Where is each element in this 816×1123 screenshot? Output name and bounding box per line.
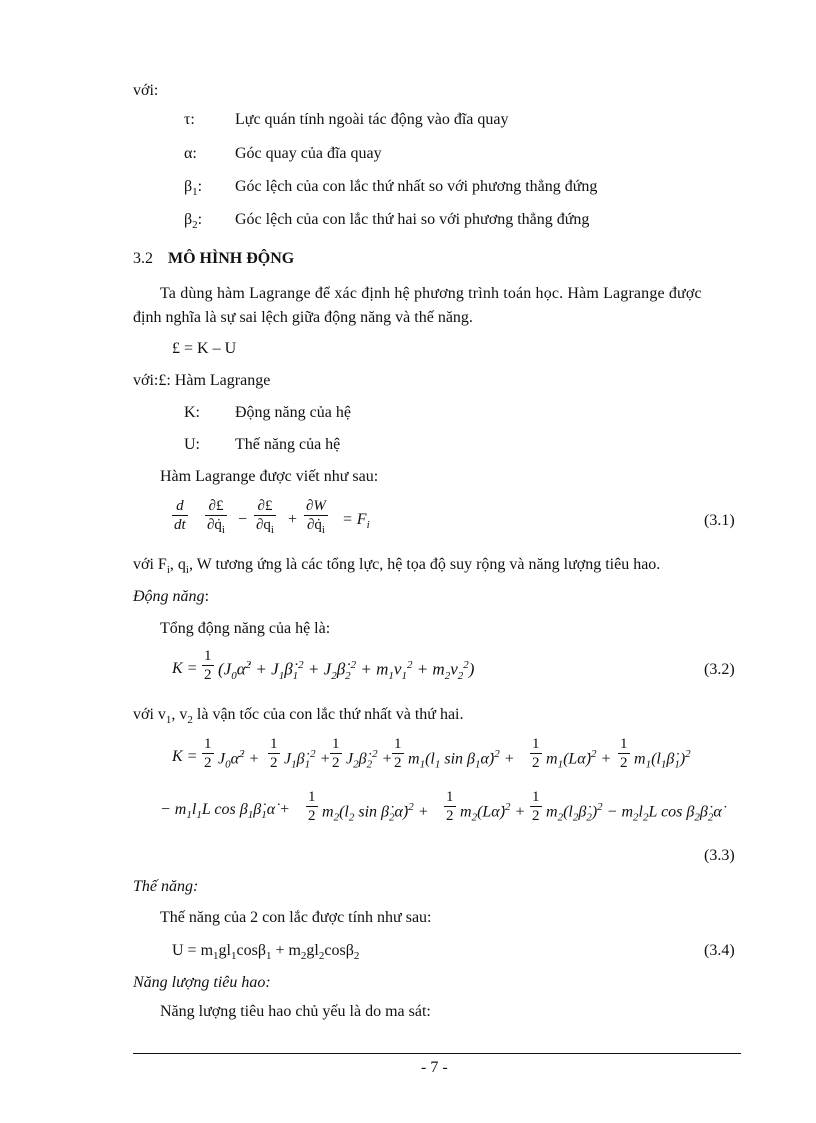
section-title: MÔ HÌNH ĐỘNG — [168, 250, 295, 267]
variables-text: với $F_i$, $q_i$, W tương ứng là các tổng lực, hệ tọa độ suy rộng và năng lượng tiêu hao. — [133, 556, 661, 577]
equation-number-3-2: (3.2) — [704, 661, 735, 678]
lagrange-legend: với:£: Hàm Lagrange — [133, 372, 271, 389]
kinetic-total-text: Tổng động năng của hệ là: — [160, 620, 331, 637]
page-number: - 7 - — [421, 1059, 448, 1076]
alpha-description: Góc quay của đĩa quay — [235, 145, 382, 162]
equation-number-3-3: (3.3) — [704, 847, 735, 864]
beta2-symbol: $\beta_2$: — [184, 211, 203, 232]
section-number: 3.2 — [133, 250, 153, 267]
equation-number-3-4: (3.4) — [704, 942, 735, 959]
k-description: Động năng của hệ — [235, 404, 351, 421]
potential-heading: Thế năng: — [133, 878, 199, 895]
lagrange-written-text: Hàm Lagrange được viết như sau: — [160, 468, 379, 485]
alpha-symbol: α: — [184, 145, 197, 162]
paragraph-line-1: Ta dùng hàm Lagrange để xác định hệ phương trình toán học. Hàm Lagrange được — [160, 285, 702, 302]
beta1-symbol: $\beta_1$: — [184, 178, 203, 199]
beta1-description: Góc lệch của con lắc thứ nhất so với phương thẳng đứng — [235, 178, 598, 195]
u-symbol: U: — [184, 436, 200, 453]
kinetic-heading: Động năng: — [133, 588, 210, 605]
dissipation-text: Năng lượng tiêu hao chủ yếu là do ma sát: — [160, 1003, 431, 1020]
tau-description: Lực quán tính ngoài tác động vào đĩa quay — [235, 111, 509, 128]
potential-equation: $U = m_1gl_1\cos\beta_1 + m_2gl_2\cos\beta_2$ — [172, 942, 360, 963]
lagrange-definition: £ = K – U — [172, 340, 237, 357]
tau-symbol: τ: — [184, 111, 195, 128]
paragraph-line-2: định nghĩa là sự sai lệch giữa động năng và thế năng. — [133, 309, 473, 326]
intro-text: với: — [133, 82, 159, 99]
potential-text: Thế năng của 2 con lắc được tính như sau: — [160, 909, 432, 926]
velocity-text: với $v_1$, $v_2$ là vận tốc của con lắc thứ nhất và thứ hai. — [133, 706, 464, 727]
footer-rule — [133, 1053, 741, 1054]
beta2-description: Góc lệch của con lắc thứ hai so với phương thẳng đứng — [235, 211, 590, 228]
k-symbol: K: — [184, 404, 200, 421]
equation-number-3-1: (3.1) — [704, 512, 735, 529]
dissipation-heading: Năng lượng tiêu hao: — [133, 974, 271, 991]
u-description: Thế năng của hệ — [235, 436, 341, 453]
